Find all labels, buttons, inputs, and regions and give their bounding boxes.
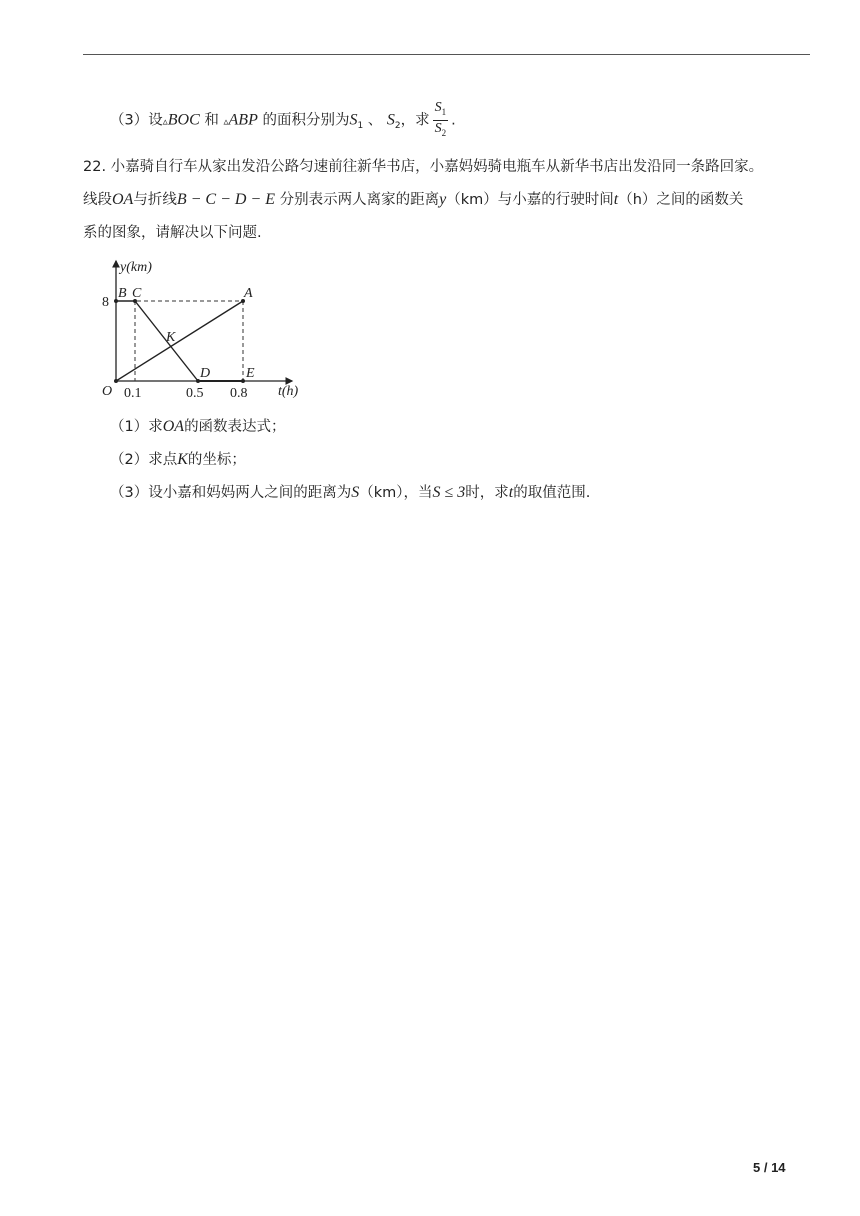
header-rule [83,54,810,55]
segment-oa [116,301,243,381]
y-axis-label: y(km) [120,260,152,275]
y-tick-8: 8 [102,295,109,310]
point-d: D [200,366,211,381]
point-b: B [118,286,127,301]
q22-line2: 线段OA与折线B − C − D − E 分别表示两人离家的距离y（km）与小嘉的行驶时间t（h）之间的函数关 [83,191,744,208]
page-number: 5 / 14 [753,1160,786,1175]
q22-line1: 22. 小嘉骑自行车从家出发沿公路匀速前往新华书店，小嘉妈妈骑电瓶车从新华书店出发沿同一条路回家。 [83,159,764,175]
q21-part3: （3）设▵BOC 和 ▵ABP 的面积分别为$S_1$ 、 $S_2$，求 $\frac{S_1}{S_2}$ . [110,100,456,141]
q22-line3: 系的图象，请解决以下问题. [83,225,262,241]
x-axis-label: t(h) [278,384,299,399]
graph-svg [96,255,310,405]
q22-part2: （2）求点K的坐标； [110,451,246,468]
x-tick-0-5: 0.5 [186,386,204,401]
q22-part1: （1）求OA的函数表达式； [110,418,286,435]
distance-time-graph [96,255,310,405]
q22-part3: （3）设小嘉和妈妈两人之间的距离为S（km），当S ≤ 3时，求t的取值范围. [110,484,591,501]
point-c: C [132,286,142,301]
point-k: K [166,330,176,345]
point-e: E [246,366,255,381]
point-o: O [102,384,113,399]
point-a: A [244,286,253,301]
question-number: 22 [83,159,102,175]
x-tick-0-1: 0.1 [124,386,142,401]
fraction-s1-over-s2: $\frac{S_1}{S_2}$ [434,100,447,138]
x-tick-0-8: 0.8 [230,386,248,401]
